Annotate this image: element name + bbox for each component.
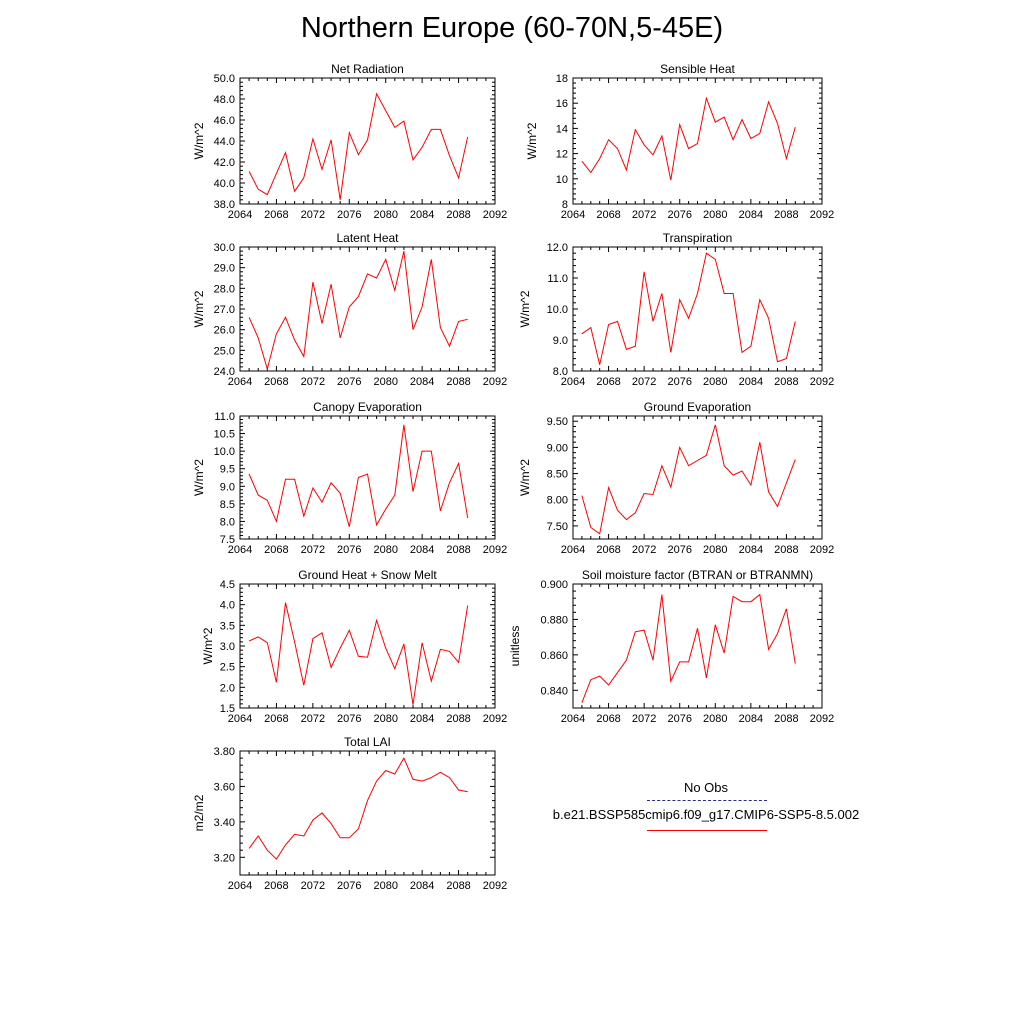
series-line bbox=[249, 758, 468, 859]
x-tick-label: 2072 bbox=[631, 376, 657, 388]
y-tick-label: 10 bbox=[555, 173, 568, 186]
chart-panel bbox=[518, 231, 834, 388]
plot-frame bbox=[240, 584, 495, 708]
x-tick-label: 2092 bbox=[482, 544, 508, 556]
x-tick-label: 2084 bbox=[409, 713, 435, 725]
y-tick-label: 4.5 bbox=[219, 579, 235, 591]
panel-title: Canopy Evaporation bbox=[313, 400, 422, 414]
x-tick-label: 2080 bbox=[373, 713, 398, 725]
y-tick-label: 0.900 bbox=[540, 579, 568, 591]
y-tick-label: 0.840 bbox=[540, 685, 568, 698]
chart-panel bbox=[201, 568, 507, 725]
plot-frame bbox=[573, 416, 822, 539]
panel-title: Total LAI bbox=[344, 735, 391, 749]
y-tick-label: 0.860 bbox=[540, 649, 568, 662]
x-tick-label: 2076 bbox=[667, 713, 692, 725]
x-tick-label: 2064 bbox=[227, 376, 253, 388]
x-tick-label: 2080 bbox=[703, 713, 728, 725]
x-tick-label: 2068 bbox=[596, 376, 621, 388]
plot-frame bbox=[240, 78, 495, 204]
panel-title: Sensible Heat bbox=[660, 62, 735, 76]
x-tick-label: 2064 bbox=[227, 209, 253, 221]
y-axis-label: unitless bbox=[508, 625, 522, 667]
series-line bbox=[582, 425, 795, 534]
x-tick-label: 2076 bbox=[667, 376, 692, 388]
y-tick-label: 12 bbox=[555, 148, 568, 161]
x-tick-label: 2068 bbox=[596, 544, 621, 556]
y-tick-label: 3.5 bbox=[219, 620, 235, 633]
y-tick-label: 2.0 bbox=[219, 682, 235, 695]
x-tick-label: 2076 bbox=[667, 209, 692, 221]
y-tick-label: 10.0 bbox=[546, 304, 568, 316]
panel-title: Ground Evaporation bbox=[643, 400, 752, 414]
y-tick-label: 27.0 bbox=[213, 304, 235, 316]
x-tick-label: 2092 bbox=[482, 209, 508, 221]
y-tick-label: 25.0 bbox=[213, 345, 235, 358]
x-tick-label: 2084 bbox=[738, 376, 764, 388]
chart-panel bbox=[192, 735, 507, 892]
y-axis-label: W/m^2 bbox=[518, 290, 532, 328]
y-axis-label: m2/m2 bbox=[192, 794, 206, 832]
y-tick-label: 30.0 bbox=[213, 242, 235, 254]
x-tick-label: 2092 bbox=[809, 544, 835, 556]
x-tick-label: 2076 bbox=[667, 544, 692, 556]
x-tick-label: 2080 bbox=[373, 544, 398, 556]
series-line bbox=[249, 251, 468, 369]
y-tick-label: 26.0 bbox=[213, 324, 235, 337]
x-tick-label: 2072 bbox=[300, 209, 326, 221]
y-tick-label: 1.5 bbox=[219, 703, 235, 715]
y-tick-label: 11.0 bbox=[214, 411, 235, 423]
x-tick-label: 2072 bbox=[631, 209, 657, 221]
x-tick-label: 2064 bbox=[560, 209, 586, 221]
x-tick-label: 2076 bbox=[337, 880, 362, 892]
y-tick-label: 10.0 bbox=[213, 446, 235, 459]
series-line bbox=[582, 253, 795, 365]
y-tick-label: 8.5 bbox=[219, 498, 235, 511]
chart-panel bbox=[508, 568, 834, 725]
y-tick-label: 46.0 bbox=[213, 115, 235, 127]
x-tick-label: 2064 bbox=[227, 713, 253, 725]
plot-frame bbox=[240, 416, 495, 539]
y-tick-label: 8.00 bbox=[546, 494, 568, 507]
x-tick-label: 2084 bbox=[738, 713, 764, 725]
x-tick-label: 2092 bbox=[809, 713, 835, 725]
plot-frame bbox=[573, 584, 822, 708]
y-tick-label: 9.5 bbox=[219, 463, 235, 476]
x-tick-label: 2072 bbox=[300, 880, 326, 892]
x-tick-label: 2088 bbox=[446, 544, 471, 556]
y-tick-label: 3.80 bbox=[213, 746, 235, 758]
x-tick-label: 2072 bbox=[300, 544, 326, 556]
panel-title: Transpiration bbox=[662, 231, 733, 245]
chart-panel bbox=[192, 231, 507, 388]
series-line bbox=[249, 94, 468, 200]
x-tick-label: 2072 bbox=[300, 713, 326, 725]
chart-panel bbox=[192, 400, 507, 556]
series-line bbox=[582, 98, 795, 180]
y-tick-label: 48.0 bbox=[213, 94, 235, 106]
panel-title: Soil moisture factor (BTRAN or BTRANMN) bbox=[581, 568, 814, 582]
x-tick-label: 2080 bbox=[703, 376, 728, 388]
x-tick-label: 2068 bbox=[264, 544, 289, 556]
y-tick-label: 9.00 bbox=[546, 442, 568, 455]
y-tick-label: 9.0 bbox=[219, 481, 235, 494]
x-tick-label: 2080 bbox=[373, 376, 398, 388]
panel-title: Net Radiation bbox=[331, 62, 404, 76]
y-tick-label: 29.0 bbox=[213, 262, 235, 275]
y-tick-label: 28.0 bbox=[213, 283, 235, 296]
y-tick-label: 38.0 bbox=[213, 199, 235, 211]
y-axis-label: W/m^2 bbox=[201, 627, 215, 665]
x-tick-label: 2068 bbox=[596, 209, 621, 221]
chart-panel bbox=[518, 400, 834, 556]
y-tick-label: 9.0 bbox=[552, 335, 568, 347]
chart-panel bbox=[525, 62, 834, 221]
x-tick-label: 2084 bbox=[409, 209, 435, 221]
y-axis-label: W/m^2 bbox=[192, 290, 206, 328]
x-tick-label: 2084 bbox=[738, 544, 764, 556]
x-tick-label: 2080 bbox=[703, 209, 728, 221]
x-tick-label: 2064 bbox=[227, 544, 253, 556]
y-axis-label: W/m^2 bbox=[192, 459, 206, 496]
legend-obs-label: No Obs bbox=[683, 780, 729, 795]
x-tick-label: 2088 bbox=[446, 880, 471, 892]
x-tick-label: 2080 bbox=[373, 209, 398, 221]
legend-obs-line bbox=[647, 800, 767, 801]
x-tick-label: 2064 bbox=[227, 880, 253, 892]
plot-frame bbox=[573, 247, 822, 371]
y-axis-label: W/m^2 bbox=[518, 459, 532, 496]
y-axis-label: W/m^2 bbox=[525, 122, 539, 160]
y-tick-label: 40.0 bbox=[213, 178, 235, 190]
y-tick-label: 8 bbox=[561, 199, 568, 211]
y-tick-label: 0.880 bbox=[540, 614, 568, 627]
x-tick-label: 2088 bbox=[446, 376, 471, 388]
x-tick-label: 2084 bbox=[409, 544, 435, 556]
y-tick-label: 18 bbox=[555, 73, 568, 85]
y-tick-label: 3.60 bbox=[213, 781, 235, 794]
y-tick-label: 8.0 bbox=[552, 366, 568, 378]
y-tick-label: 42.0 bbox=[213, 157, 235, 169]
legend-run-line bbox=[647, 830, 767, 831]
x-tick-label: 2076 bbox=[337, 544, 362, 556]
x-tick-label: 2088 bbox=[774, 376, 799, 388]
x-tick-label: 2092 bbox=[809, 376, 835, 388]
x-tick-label: 2088 bbox=[446, 209, 471, 221]
x-tick-label: 2080 bbox=[703, 544, 728, 556]
chart-panel bbox=[192, 62, 507, 221]
x-tick-label: 2092 bbox=[482, 376, 508, 388]
x-tick-label: 2072 bbox=[631, 713, 657, 725]
x-tick-label: 2068 bbox=[264, 209, 289, 221]
plot-frame bbox=[240, 247, 495, 371]
series-line bbox=[249, 425, 468, 527]
x-tick-label: 2068 bbox=[264, 880, 289, 892]
y-tick-label: 7.5 bbox=[219, 534, 235, 546]
y-axis-label: W/m^2 bbox=[192, 122, 206, 160]
x-tick-label: 2088 bbox=[446, 713, 471, 725]
y-tick-label: 14 bbox=[555, 123, 568, 136]
x-tick-label: 2076 bbox=[337, 376, 362, 388]
x-tick-label: 2084 bbox=[409, 880, 435, 892]
x-tick-label: 2080 bbox=[373, 880, 398, 892]
y-tick-label: 3.0 bbox=[219, 641, 235, 653]
x-tick-label: 2076 bbox=[337, 713, 362, 725]
x-tick-label: 2088 bbox=[774, 209, 799, 221]
x-tick-label: 2064 bbox=[560, 713, 586, 725]
y-tick-label: 7.50 bbox=[546, 520, 568, 533]
x-tick-label: 2092 bbox=[482, 713, 508, 725]
x-tick-label: 2072 bbox=[300, 376, 326, 388]
x-tick-label: 2092 bbox=[482, 880, 508, 892]
y-tick-label: 24.0 bbox=[213, 366, 235, 378]
y-tick-label: 16 bbox=[555, 98, 568, 111]
x-tick-label: 2076 bbox=[337, 209, 362, 221]
x-tick-label: 2088 bbox=[774, 713, 799, 725]
y-tick-label: 10.5 bbox=[213, 428, 235, 441]
y-tick-label: 4.0 bbox=[219, 599, 235, 612]
x-tick-label: 2068 bbox=[596, 713, 621, 725]
panel-title: Ground Heat + Snow Melt bbox=[298, 568, 437, 582]
series-line bbox=[249, 603, 468, 705]
y-tick-label: 8.0 bbox=[219, 516, 235, 529]
x-tick-label: 2084 bbox=[738, 209, 764, 221]
y-tick-label: 44.0 bbox=[213, 136, 235, 148]
x-tick-label: 2068 bbox=[264, 376, 289, 388]
x-tick-label: 2084 bbox=[409, 376, 435, 388]
x-tick-label: 2068 bbox=[264, 713, 289, 725]
series-line bbox=[582, 595, 795, 703]
y-tick-label: 8.50 bbox=[546, 468, 568, 481]
page-title: Northern Europe (60-70N,5-45E) bbox=[300, 12, 724, 44]
panel-title: Latent Heat bbox=[336, 231, 399, 245]
legend-run-label: b.e21.BSSP585cmip6.f09_g17.CMIP6-SSP5-8.5.002 bbox=[552, 807, 860, 822]
x-tick-label: 2064 bbox=[560, 376, 586, 388]
y-tick-label: 2.5 bbox=[219, 661, 235, 674]
y-tick-label: 9.50 bbox=[546, 416, 568, 429]
y-tick-label: 50.0 bbox=[213, 73, 235, 85]
y-tick-label: 3.20 bbox=[213, 852, 235, 865]
x-tick-label: 2088 bbox=[774, 544, 799, 556]
y-tick-label: 3.40 bbox=[213, 816, 235, 829]
y-tick-label: 11.0 bbox=[547, 273, 568, 285]
x-tick-label: 2092 bbox=[809, 209, 835, 221]
y-tick-label: 12.0 bbox=[546, 242, 568, 254]
x-tick-label: 2072 bbox=[631, 544, 657, 556]
x-tick-label: 2064 bbox=[560, 544, 586, 556]
